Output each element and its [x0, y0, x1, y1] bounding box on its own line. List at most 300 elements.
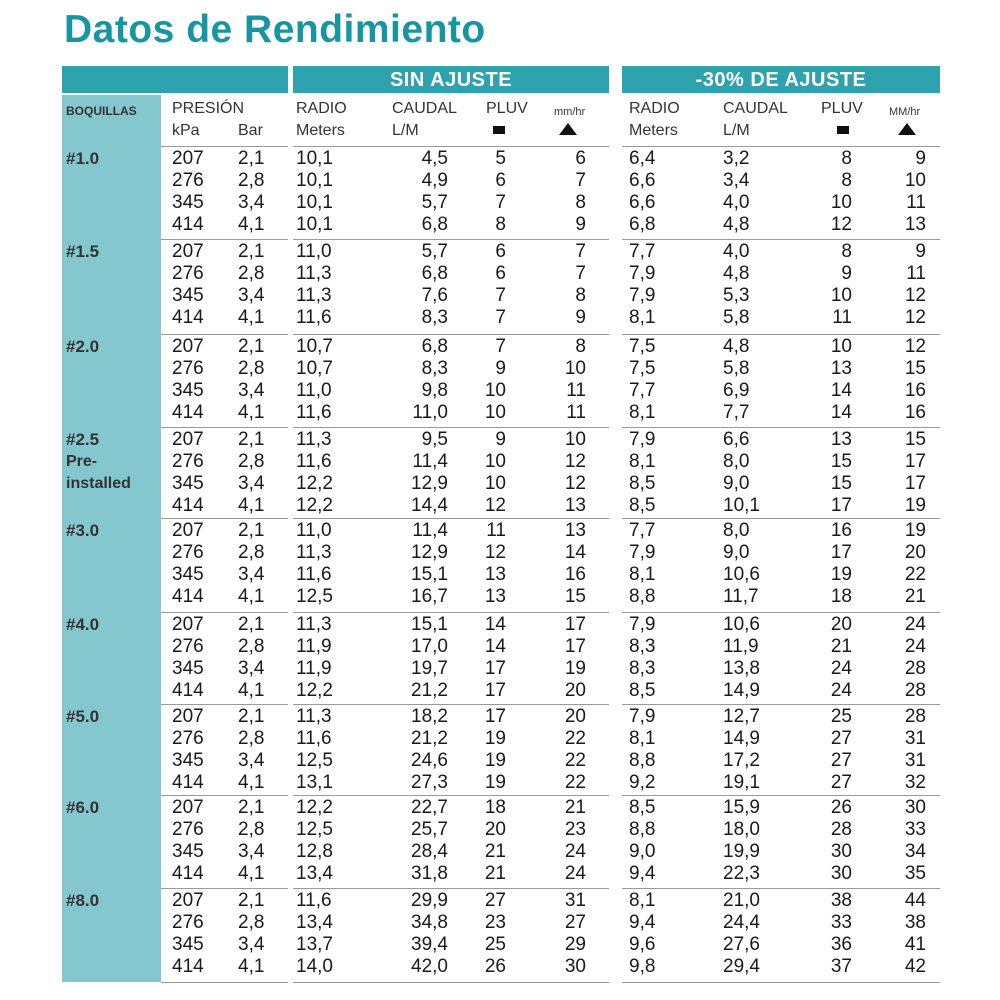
nozzle-label: #2.0 [66, 337, 100, 356]
col-adj-caudal-unit: L/M [723, 122, 750, 139]
table-row [0, 706, 1000, 728]
row-divider [161, 518, 288, 519]
table-cell: 26 [484, 956, 506, 977]
table-cell: 30 [904, 797, 926, 818]
table-row [0, 912, 1000, 934]
table-cell: 345 [172, 473, 204, 494]
table-cell: 414 [172, 402, 204, 423]
table-row [0, 285, 1000, 307]
table-cell: 27,6 [723, 934, 760, 955]
row-divider [293, 888, 609, 889]
table-cell: 6 [495, 263, 506, 284]
row-divider [161, 239, 288, 240]
nozzle-label: #1.0 [66, 149, 100, 168]
table-cell: 7,6 [421, 285, 448, 306]
table-cell: 42 [904, 956, 926, 977]
table-cell: 11,3 [296, 263, 332, 284]
table-cell: 3,4 [238, 192, 265, 213]
table-row [0, 819, 1000, 841]
table-cell: 8,1 [629, 890, 656, 911]
table-cell: 31 [564, 890, 586, 911]
row-divider [161, 612, 288, 613]
table-cell: 7 [575, 263, 586, 284]
table-cell: 19 [484, 750, 506, 771]
row-divider [161, 888, 288, 889]
table-cell: 11,3 [296, 542, 332, 563]
table-cell: 11 [832, 307, 852, 328]
table-cell: 25,7 [411, 819, 448, 840]
table-cell: 2,1 [238, 148, 265, 169]
table-cell: 207 [172, 520, 204, 541]
table-cell: 8,1 [629, 728, 656, 749]
table-cell: 8,5 [629, 495, 656, 516]
table-cell: 10 [830, 336, 852, 357]
table-cell: 3,4 [238, 750, 265, 771]
table-cell: 6 [495, 241, 506, 262]
table-row [0, 241, 1000, 263]
table-cell: 10 [830, 285, 852, 306]
table-cell: 12,2 [296, 797, 333, 818]
table-cell: 8,8 [629, 586, 656, 607]
table-cell: 25 [484, 934, 506, 955]
table-cell: 4,1 [238, 956, 265, 977]
table-cell: 13,8 [723, 658, 760, 679]
table-cell: 5,8 [723, 307, 750, 328]
table-cell: 16 [830, 520, 852, 541]
table-cell: 414 [172, 956, 204, 977]
row-divider [161, 795, 288, 796]
row-divider [293, 518, 609, 519]
table-row [0, 263, 1000, 285]
table-cell: 3,4 [238, 841, 265, 862]
table-cell: 9,0 [629, 841, 656, 862]
table-cell: 14,4 [411, 495, 448, 516]
table-cell: 10,1 [296, 214, 333, 235]
table-row [0, 451, 1000, 473]
table-cell: 8,1 [629, 307, 656, 328]
table-cell: 13 [830, 358, 852, 379]
table-cell: 24 [830, 658, 852, 679]
table-cell: 28 [904, 680, 926, 701]
table-cell: 4,0 [723, 192, 750, 213]
table-cell: 15 [830, 451, 852, 472]
header-ajuste: -30% DE AJUSTE [622, 66, 940, 93]
table-cell: 9,6 [629, 934, 656, 955]
table-cell: 4,8 [723, 263, 750, 284]
table-cell: 22 [564, 772, 586, 793]
table-cell: 29 [564, 934, 586, 955]
table-cell: 12,9 [411, 542, 448, 563]
table-cell: 12 [564, 473, 586, 494]
table-cell: 8,8 [629, 819, 656, 840]
table-cell: 34 [904, 841, 926, 862]
table-row [0, 358, 1000, 380]
table-cell: 15 [904, 358, 926, 379]
table-cell: 8 [575, 192, 586, 213]
table-cell: 6,8 [421, 214, 448, 235]
table-cell: 16 [904, 380, 926, 401]
table-cell: 7,9 [629, 429, 656, 450]
table-cell: 16 [564, 564, 586, 585]
table-cell: 7,5 [629, 336, 656, 357]
table-cell: 28 [830, 819, 852, 840]
table-cell: 10 [830, 192, 852, 213]
row-divider [161, 146, 288, 147]
table-cell: 9 [575, 214, 586, 235]
table-cell: 3,4 [238, 285, 265, 306]
table-cell: 4,0 [723, 241, 750, 262]
table-cell: 11,0 [412, 402, 448, 423]
table-row [0, 841, 1000, 863]
table-cell: 14 [484, 614, 506, 635]
table-cell: 22 [904, 564, 926, 585]
table-cell: 8,0 [723, 520, 750, 541]
table-cell: 3,4 [238, 380, 265, 401]
table-cell: 9,4 [629, 863, 656, 884]
table-cell: 345 [172, 285, 204, 306]
table-cell: 10,1 [296, 170, 333, 191]
table-cell: 13,4 [296, 912, 333, 933]
col-sin-radio-unit: Meters [296, 122, 345, 139]
table-row [0, 934, 1000, 956]
table-cell: 12,5 [296, 819, 333, 840]
table-cell: 2,1 [238, 706, 265, 727]
table-cell: 13 [484, 586, 506, 607]
table-cell: 19 [904, 495, 926, 516]
table-cell: 2,1 [238, 890, 265, 911]
table-cell: 15,1 [411, 614, 448, 635]
nozzle-note: Pre- [66, 453, 98, 470]
table-cell: 33 [904, 819, 926, 840]
table-cell: 7 [495, 336, 506, 357]
table-cell: 15 [904, 429, 926, 450]
table-cell: 44 [904, 890, 926, 911]
table-row [0, 658, 1000, 680]
table-cell: 8,5 [629, 473, 656, 494]
table-cell: 4,1 [238, 772, 265, 793]
square-icon [493, 126, 505, 134]
table-cell: 21 [830, 636, 852, 657]
table-cell: 27 [484, 890, 506, 911]
table-cell: 11,4 [412, 451, 448, 472]
table-cell: 10,6 [723, 614, 760, 635]
table-cell: 20 [564, 706, 586, 727]
table-cell: 27 [830, 772, 852, 793]
table-cell: 7,7 [629, 380, 656, 401]
table-cell: 12 [904, 285, 926, 306]
col-adj-mmhr: MM/hr [889, 106, 921, 118]
table-row [0, 170, 1000, 192]
table-row [0, 564, 1000, 586]
table-cell: 19 [484, 772, 506, 793]
table-cell: 23 [564, 819, 586, 840]
col-boquillas: BOQUILLAS [66, 104, 137, 118]
table-cell: 14 [830, 402, 852, 423]
table-cell: 14,0 [296, 956, 333, 977]
col-sin-pluv: PLUV [486, 100, 528, 117]
table-cell: 7 [495, 307, 506, 328]
table-cell: 17 [484, 680, 506, 701]
table-row [0, 429, 1000, 451]
table-cell: 15,1 [411, 564, 448, 585]
table-cell: 8,3 [629, 636, 656, 657]
table-row [0, 728, 1000, 750]
table-cell: 6,8 [421, 336, 448, 357]
table-cell: 22 [564, 750, 586, 771]
row-divider [622, 427, 940, 428]
row-divider [293, 795, 609, 796]
table-cell: 10 [484, 451, 506, 472]
table-cell: 2,8 [238, 636, 265, 657]
table-cell: 4,1 [238, 307, 265, 328]
nozzle-label: #3.0 [66, 521, 100, 540]
table-cell: 6 [495, 170, 506, 191]
table-cell: 12 [484, 542, 506, 563]
table-cell: 6,9 [723, 380, 750, 401]
table-cell: 8,5 [629, 797, 656, 818]
row-divider [293, 704, 609, 705]
table-cell: 24 [830, 680, 852, 701]
table-cell: 36 [830, 934, 852, 955]
table-cell: 24 [564, 863, 586, 884]
row-divider [293, 612, 609, 613]
table-cell: 8,1 [629, 402, 656, 423]
table-row [0, 772, 1000, 794]
table-cell: 11,4 [412, 520, 448, 541]
table-cell: 13,7 [296, 934, 333, 955]
table-cell: 276 [172, 912, 204, 933]
table-cell: 7,9 [629, 706, 656, 727]
table-cell: 15 [564, 586, 586, 607]
table-cell: 11,0 [296, 241, 332, 262]
table-cell: 11 [906, 192, 926, 213]
table-cell: 414 [172, 586, 204, 607]
table-cell: 15 [830, 473, 852, 494]
table-cell: 38 [830, 890, 852, 911]
table-cell: 10,1 [296, 148, 333, 169]
table-cell: 345 [172, 564, 204, 585]
table-cell: 2,1 [238, 797, 265, 818]
table-cell: 11,3 [296, 706, 332, 727]
table-cell: 11,6 [296, 728, 332, 749]
table-cell: 12 [484, 495, 506, 516]
table-cell: 9,8 [629, 956, 656, 977]
row-divider [293, 982, 609, 983]
table-cell: 9,4 [629, 912, 656, 933]
table-cell: 7 [575, 170, 586, 191]
table-row [0, 614, 1000, 636]
table-row [0, 542, 1000, 564]
table-cell: 9,0 [723, 542, 750, 563]
table-cell: 8 [841, 241, 852, 262]
table-row [0, 520, 1000, 542]
table-cell: 345 [172, 380, 204, 401]
table-cell: 276 [172, 636, 204, 657]
row-divider [622, 334, 940, 335]
table-cell: 12,2 [296, 473, 333, 494]
col-adj-radio: RADIO [629, 100, 680, 117]
table-cell: 19,1 [723, 772, 760, 793]
table-cell: 4,8 [723, 214, 750, 235]
table-cell: 26 [830, 797, 852, 818]
col-adj-caudal: CAUDAL [723, 100, 788, 117]
table-cell: 12,5 [296, 750, 333, 771]
row-divider [622, 888, 940, 889]
table-row [0, 307, 1000, 329]
table-cell: 8,3 [421, 307, 448, 328]
table-cell: 7,7 [723, 402, 750, 423]
table-cell: 3,4 [238, 934, 265, 955]
table-cell: 2,8 [238, 358, 265, 379]
table-cell: 12 [904, 307, 926, 328]
table-cell: 20 [830, 614, 852, 635]
table-row [0, 148, 1000, 170]
table-cell: 2,8 [238, 542, 265, 563]
col-sin-caudal-unit: L/M [392, 122, 419, 139]
table-cell: 207 [172, 706, 204, 727]
nozzle-label: #1.5 [66, 242, 100, 261]
table-cell: 12,5 [296, 586, 333, 607]
table-cell: 414 [172, 214, 204, 235]
table-cell: 414 [172, 680, 204, 701]
table-cell: 41 [904, 934, 926, 955]
table-cell: 11,7 [723, 586, 759, 607]
table-cell: 8,5 [629, 680, 656, 701]
table-cell: 4,9 [421, 170, 448, 191]
table-row [0, 402, 1000, 424]
row-divider [293, 427, 609, 428]
table-cell: 19 [564, 658, 586, 679]
table-cell: 28,4 [411, 841, 448, 862]
triangle-icon [898, 123, 916, 135]
table-cell: 17,0 [411, 636, 448, 657]
table-cell: 38 [904, 912, 926, 933]
table-cell: 18,2 [411, 706, 448, 727]
table-cell: 6,8 [421, 263, 448, 284]
table-row [0, 863, 1000, 885]
table-cell: 9,5 [421, 429, 448, 450]
table-cell: 25 [830, 706, 852, 727]
table-cell: 20 [484, 819, 506, 840]
table-cell: 345 [172, 934, 204, 955]
table-cell: 8 [575, 336, 586, 357]
table-cell: 11 [566, 380, 586, 401]
table-cell: 34,8 [411, 912, 448, 933]
table-cell: 8,3 [629, 658, 656, 679]
table-cell: 7,5 [629, 358, 656, 379]
header-sin-ajuste: SIN AJUSTE [293, 66, 609, 93]
table-cell: 6,4 [629, 148, 656, 169]
col-sin-mmhr: mm/hr [554, 106, 586, 118]
table-cell: 21 [484, 863, 506, 884]
table-cell: 17 [484, 658, 506, 679]
table-cell: 207 [172, 241, 204, 262]
nozzle-label: #6.0 [66, 798, 100, 817]
nozzle-label: #8.0 [66, 891, 100, 910]
table-cell: 21,2 [411, 680, 448, 701]
table-cell: 16 [904, 402, 926, 423]
table-cell: 276 [172, 263, 204, 284]
table-cell: 10 [904, 170, 926, 191]
row-divider [293, 334, 609, 335]
table-cell: 11,6 [296, 402, 332, 423]
table-cell: 39,4 [411, 934, 448, 955]
table-cell: 6,6 [629, 192, 656, 213]
table-cell: 8,8 [629, 750, 656, 771]
table-cell: 8,3 [421, 358, 448, 379]
page-title: Datos de Rendimiento [64, 8, 486, 51]
table-cell: 21,0 [723, 890, 760, 911]
table-cell: 29,9 [411, 890, 448, 911]
table-row [0, 636, 1000, 658]
table-cell: 17,2 [723, 750, 760, 771]
table-cell: 7,9 [629, 285, 656, 306]
table-cell: 9 [915, 148, 926, 169]
table-cell: 11,6 [296, 890, 332, 911]
table-cell: 12,7 [723, 706, 760, 727]
table-cell: 11 [486, 520, 506, 541]
table-cell: 9 [495, 358, 506, 379]
row-divider [622, 612, 940, 613]
table-cell: 14 [564, 542, 586, 563]
table-cell: 9 [575, 307, 586, 328]
table-cell: 19 [484, 728, 506, 749]
table-cell: 13,4 [296, 863, 333, 884]
table-cell: 31 [904, 750, 926, 771]
table-cell: 11,6 [296, 564, 332, 585]
table-cell: 10 [484, 402, 506, 423]
table-cell: 10 [484, 380, 506, 401]
nozzle-note: installed [66, 475, 131, 492]
table-cell: 27 [564, 912, 586, 933]
table-cell: 7,9 [629, 614, 656, 635]
col-bar: Bar [238, 122, 263, 139]
table-cell: 6,8 [629, 214, 656, 235]
table-cell: 11,6 [296, 307, 332, 328]
table-cell: 345 [172, 841, 204, 862]
row-divider [293, 239, 609, 240]
table-cell: 19,9 [723, 841, 760, 862]
col-presion: PRESIÓN [172, 100, 245, 117]
table-cell: 2,1 [238, 429, 265, 450]
table-cell: 414 [172, 495, 204, 516]
table-cell: 21,2 [411, 728, 448, 749]
table-cell: 30 [564, 956, 586, 977]
table-cell: 8 [575, 285, 586, 306]
table-cell: 9,2 [629, 772, 656, 793]
table-cell: 276 [172, 542, 204, 563]
table-cell: 345 [172, 192, 204, 213]
table-cell: 4,1 [238, 863, 265, 884]
table-cell: 12 [830, 214, 852, 235]
table-cell: 276 [172, 451, 204, 472]
table-cell: 2,1 [238, 241, 265, 262]
table-cell: 5,7 [421, 192, 448, 213]
table-cell: 13,1 [296, 772, 333, 793]
table-cell: 17 [484, 706, 506, 727]
table-cell: 17 [830, 495, 852, 516]
table-cell: 3,2 [723, 148, 750, 169]
table-cell: 10,1 [723, 495, 760, 516]
table-row [0, 750, 1000, 772]
row-divider [622, 982, 940, 983]
table-cell: 11,3 [296, 429, 332, 450]
table-cell: 30 [830, 841, 852, 862]
table-cell: 10 [564, 358, 586, 379]
table-cell: 12,8 [296, 841, 333, 862]
table-cell: 21 [564, 797, 586, 818]
table-cell: 414 [172, 863, 204, 884]
